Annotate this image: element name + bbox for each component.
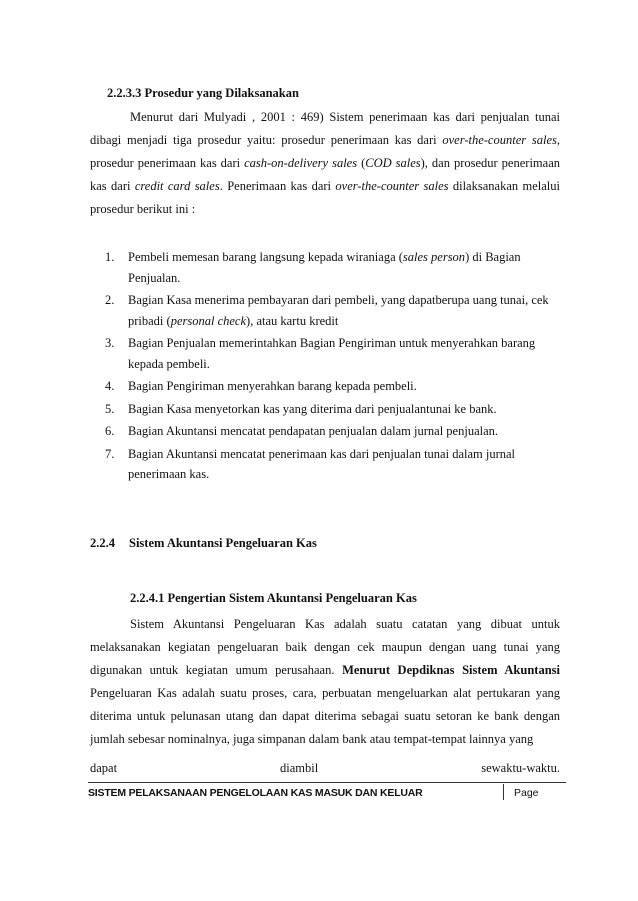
intro-text-3: ( — [357, 156, 366, 170]
intro-text-5: . Penerimaan kas dari — [219, 179, 336, 193]
last-word-2: diambil — [280, 761, 319, 775]
footer-title: SISTEM PELAKSANAAN PENGELOLAAN KAS MASUK DAN KELUAR — [88, 787, 423, 799]
list-item: 5. Bagian Kasa menyetorkan kas yang diterima dari penjualantunai ke bank. — [105, 401, 497, 416]
intro-em-5: over-the-counter sales — [335, 179, 449, 193]
procedure-list — [105, 247, 560, 487]
list-item: 6. Bagian Akuntansi mencatat pendapatan penjualan dalam jurnal penjualan. — [105, 424, 499, 438]
intro-em-2: cash-on-delivery sales — [244, 156, 358, 170]
section-heading-2233: 2.2.3.3 Prosedur yang Dilaksanakan — [107, 86, 299, 100]
list-item: 7. Bagian Akuntansi mencatat penerimaan kas dari penjualan tunai dalam jurnal penerimaan kas. — [105, 446, 516, 481]
section-heading-2241: 2.2.4.1 Pengertian Sistem Akuntansi Pengeluaran Kas — [130, 591, 417, 605]
intro-text-2: , prosedur penerimaan kas dari — [90, 133, 560, 170]
intro-text-6: dilaksanakan melalui prosedur berikut ini : — [90, 179, 560, 216]
intro-text-4: ), dan prosedur penerimaan kas dari — [90, 156, 560, 193]
footer-divider — [88, 782, 566, 783]
last-word-3: sewaktu-waktu. — [481, 761, 560, 775]
intro-text-1: Menurut dari Mulyadi , 2001 : 469) Sistem penerimaan kas dari penjualan tunai dibagi menjadi tiga prosedur yaitu: prosedur penerimaan kas dari — [90, 110, 560, 147]
definition-text-1: Sistem Akuntansi Pengeluaran Kas adalah suatu catatan yang dibuat untuk melaksanakan kegiatan pengeluaran baik dengan cek maupun dengan uang tunai yang digunakan untuk kegiatan umum perusahaan. — [90, 617, 560, 677]
section-title: Sistem Akuntansi Pengeluaran Kas — [129, 536, 317, 550]
list-item: 4. Bagian Pengiriman menyerahkan barang kepada pembeli. — [105, 379, 417, 393]
list-item: 1. Pembeli memesan barang langsung kepada wiraniaga (sales person) di Bagian Penjualan. — [105, 250, 521, 285]
footer-separator — [503, 784, 504, 800]
definition-bold: Menurut Depdiknas Sistem Akuntansi — [342, 663, 560, 677]
list-item: 2. Bagian Kasa menerima pembayaran dari pembeli, yang dapatberupa uang tunai, cek pribadi (personal check), atau kartu kredit — [105, 293, 549, 328]
section-number: 2.2.4 — [90, 536, 115, 550]
last-word-1: dapat — [90, 761, 118, 775]
intro-paragraph — [90, 106, 560, 221]
definition-text-2: Pengeluaran Kas adalah suatu proses, cara, perbuatan mengeluarkan alat pertukaran yang diterima untuk pelunasan utang dan dapat diterima sebagai suatu setoran ke bank dengan jumlah sebesar nominalnya, juga simpanan dalam bank atau tempat-tempat lainnya yang — [90, 686, 560, 746]
intro-em-4: credit card sales — [134, 179, 220, 193]
definition-paragraph — [90, 613, 560, 751]
list-item: 3. Bagian Penjualan memerintahkan Bagian Pengiriman untuk menyerahkan barang kepada pembeli. — [105, 336, 536, 371]
section-heading-224 — [90, 536, 317, 551]
footer-page-label: Page — [514, 787, 539, 799]
intro-em-3: COD sales — [365, 156, 421, 170]
intro-em-1: over-the-counter sales — [442, 133, 557, 147]
